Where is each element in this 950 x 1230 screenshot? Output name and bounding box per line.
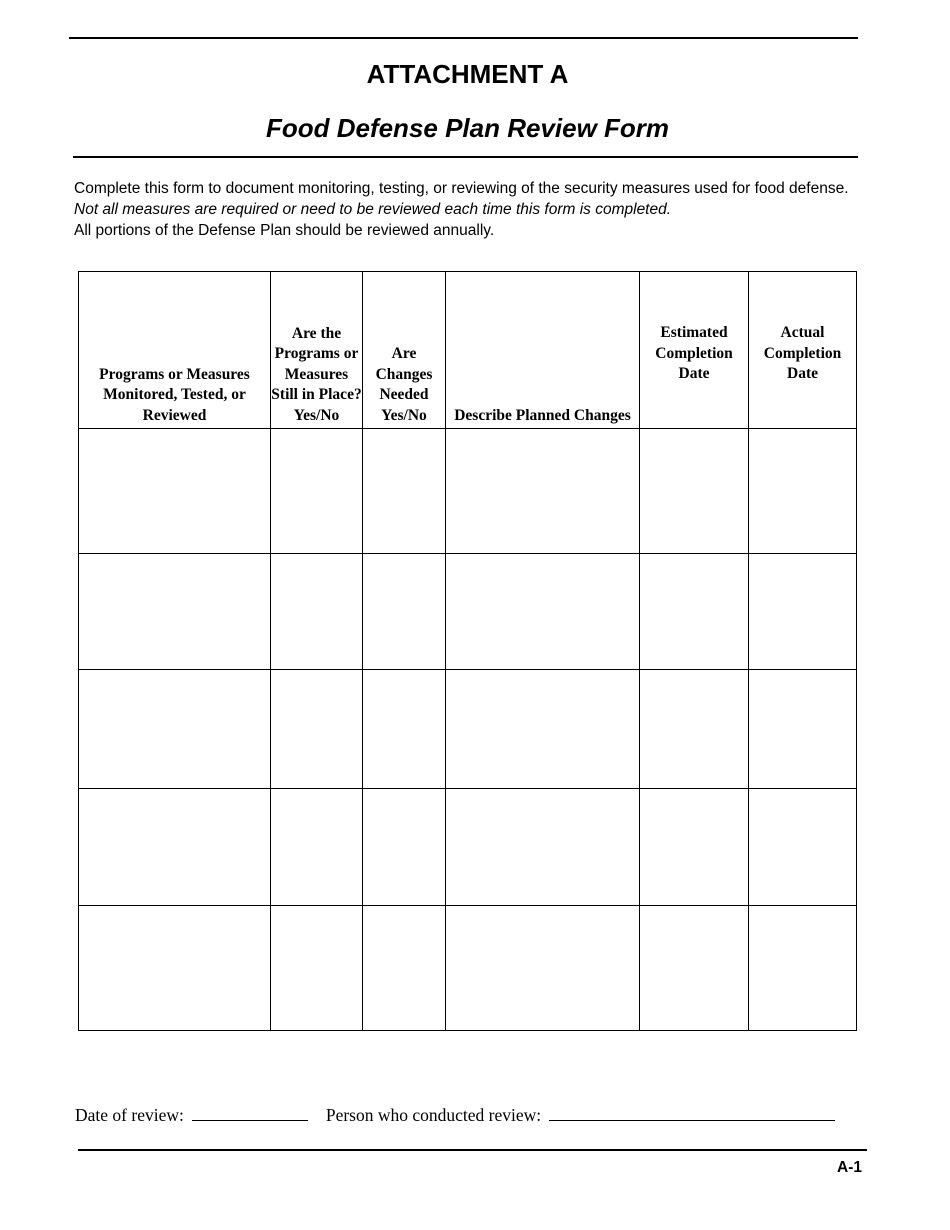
header-still-in-place: Are the Programs or Measures Still in Place? Yes/No xyxy=(271,272,363,429)
cell-actual-date[interactable] xyxy=(749,670,857,789)
cell-program[interactable] xyxy=(79,789,271,906)
header-actual-completion-date: Actual Completion Date xyxy=(749,272,857,429)
cell-actual-date[interactable] xyxy=(749,554,857,670)
cell-program[interactable] xyxy=(79,429,271,554)
cell-still-in-place[interactable] xyxy=(271,670,363,789)
title-rule xyxy=(73,156,858,158)
cell-changes-needed[interactable] xyxy=(363,429,446,554)
cell-actual-date[interactable] xyxy=(749,789,857,906)
cell-program[interactable] xyxy=(79,554,271,670)
cell-still-in-place[interactable] xyxy=(271,429,363,554)
cell-still-in-place[interactable] xyxy=(271,906,363,1031)
footer-rule xyxy=(78,1149,867,1151)
cell-estimated-date[interactable] xyxy=(640,429,749,554)
top-rule xyxy=(69,37,858,39)
review-table xyxy=(78,271,857,1031)
header-estimated-completion-date: Estimated Completion Date xyxy=(640,272,749,429)
intro-italic-note: Not all measures are required or need to be reviewed each time this form is completed. xyxy=(74,201,672,218)
table-row xyxy=(79,670,857,789)
cell-changes-needed[interactable] xyxy=(363,554,446,670)
table-row xyxy=(79,429,857,554)
cell-planned-changes[interactable] xyxy=(446,906,640,1031)
table-row xyxy=(79,906,857,1031)
date-of-review-field[interactable] xyxy=(192,1100,308,1121)
cell-estimated-date[interactable] xyxy=(640,906,749,1031)
cell-changes-needed[interactable] xyxy=(363,670,446,789)
cell-planned-changes[interactable] xyxy=(446,429,640,554)
page-number: A-1 xyxy=(837,1159,862,1176)
header-programs-measures: Programs or Measures Monitored, Tested, or Reviewed xyxy=(79,272,271,429)
cell-changes-needed[interactable] xyxy=(363,789,446,906)
person-conducted-review-field[interactable] xyxy=(549,1100,835,1121)
cell-changes-needed[interactable] xyxy=(363,906,446,1031)
date-of-review-label: Date of review: xyxy=(75,1105,184,1125)
cell-planned-changes[interactable] xyxy=(446,554,640,670)
intro-line-1: Complete this form to document monitoring, testing, or reviewing of the security measures used for food defense. xyxy=(74,180,849,197)
cell-program[interactable] xyxy=(79,906,271,1031)
intro-line-3: All portions of the Defense Plan should be reviewed annually. xyxy=(74,222,495,239)
table-row xyxy=(79,554,857,670)
cell-program[interactable] xyxy=(79,670,271,789)
cell-estimated-date[interactable] xyxy=(640,670,749,789)
cell-actual-date[interactable] xyxy=(749,906,857,1031)
header-changes-needed: Are Changes Needed Yes/No xyxy=(363,272,446,429)
cell-still-in-place[interactable] xyxy=(271,554,363,670)
review-signoff xyxy=(75,1100,835,1127)
form-title: Food Defense Plan Review Form xyxy=(265,113,670,143)
cell-estimated-date[interactable] xyxy=(640,789,749,906)
header-planned-changes: Describe Planned Changes xyxy=(446,272,640,429)
cell-still-in-place[interactable] xyxy=(271,789,363,906)
cell-actual-date[interactable] xyxy=(749,429,857,554)
cell-planned-changes[interactable] xyxy=(446,789,640,906)
cell-estimated-date[interactable] xyxy=(640,554,749,670)
table-header-row xyxy=(79,272,857,429)
person-conducted-review-label: Person who conducted review: xyxy=(325,1105,542,1125)
table-row xyxy=(79,789,857,906)
cell-planned-changes[interactable] xyxy=(446,670,640,789)
intro-paragraph xyxy=(74,178,874,241)
attachment-title: ATTACHMENT A xyxy=(366,59,569,89)
